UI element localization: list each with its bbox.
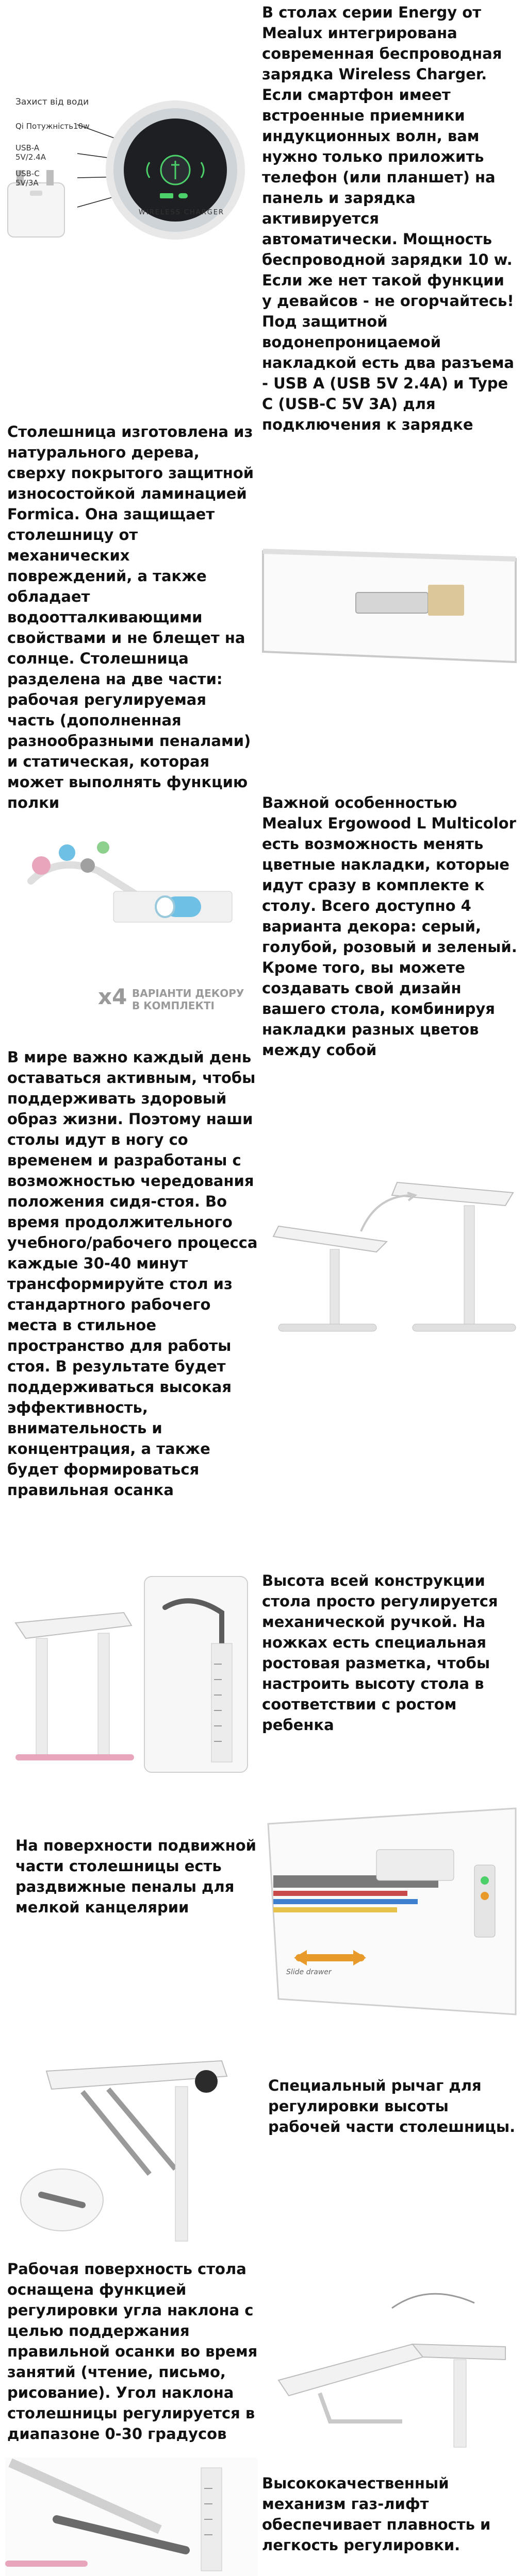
tilt-photo: [258, 2267, 521, 2452]
tabletop-photo: [258, 536, 521, 670]
section-gas-lift: [0, 2458, 526, 2576]
callout-water-protection: Захист від води: [15, 97, 89, 107]
lever-photo: [5, 2040, 258, 2246]
callout-usb-a: [15, 143, 46, 162]
tilt-description: Рабочая поверхность стола оснащена функцией регулировки угла наклона с целью поддержания правильной осанки во время занятий (чтение, письмо, рисование). Угол наклона столешницы регулируется в диапазоне 0-30 градусов: [7, 2260, 258, 2443]
section-decor: [0, 783, 526, 1059]
decor-badge-count: x4: [98, 984, 127, 1009]
section-pencil-case: [0, 1798, 526, 2035]
callout-usb-c-spec: 5V/3A: [15, 178, 39, 188]
decor-badge-line1: ВАРІАНТИ ДЕКОРУ: [132, 987, 244, 999]
callout-qi-power: Qi Потужність10w: [15, 122, 90, 131]
callout-usb-c-label: USB-C: [15, 169, 40, 178]
decor-badge-line2: В КОМПЛЕКТІ: [132, 999, 215, 1012]
pencil-case-photo: [258, 1803, 521, 2020]
charger-description: В столах серии Energy от Mealux интегрирована современная беспроводная зарядка Wireless Charger. Если смартфон имеет встроенные приемники индукционных волн, вам нужно только приложить телефон (или планшет) на панель и зарядка активируется автоматически. Мощность беспроводной зарядки 10 w. Если же нет такой функции у девайсов - не огорчайтесь! Под защитной водонепроницаемой накладкой есть два разъема - USB A (USB 5V 2.4A) и Type C (USB-C 5V 3A) для подключения к зарядке: [262, 4, 514, 433]
gas-lift-photo: [5, 2458, 258, 2576]
height-description: Высота всей конструкции стола просто регулируется механической ручкой. На ножках есть специальная ростовая разметка, чтобы настроить высоту стола в соответствии с ростом ребенка: [262, 1572, 498, 1734]
section-tilt: [0, 2251, 526, 2458]
sit-stand-description: В мире важно каждый день оставаться активным, чтобы поддерживать здоровый образ жизни. Поэтому наши столы идут в ногу со временем и разработаны с возможностью чередования положения сидя-стоя. Во время продолжительного учебного/рабочего процесса каждые 30-40 минут трансформируйте стол из стандартного рабочего места в стильное пространство для работы стоя. В результате будет поддерживаться высокая эффективность, внимательность и концентрация, а также будет формироваться правильная осанка: [7, 1048, 258, 1499]
slide-drawer-label: Slide drawer: [286, 1968, 332, 1976]
section-tabletop: [0, 412, 526, 811]
charger-ring-label: WIRELESS CHARGER: [138, 209, 225, 216]
lever-description: Специальный рычаг для регулировки высоты рабочей части столешницы.: [268, 2077, 516, 2136]
sit-stand-photo: [258, 1164, 521, 1340]
section-height: [0, 1556, 526, 1798]
section-lever: [0, 2035, 526, 2251]
callout-usb-a-spec: 5V/2.4A: [15, 152, 46, 162]
decor-illustration: [10, 824, 253, 979]
charger-illustration: [5, 88, 253, 242]
decor-description: Важной особенностью Mealux Ergowood L Multicolor есть возможность менять цветные накладки, которые идут сразу в комплекте к столу. Всего доступно 4 варианта декора: серый, голубой, розовый и зеленый. Кроме того, вы можете создавать свой дизайн вашего стола, комбинируя накладки разных цветов между собой: [262, 794, 517, 1059]
height-photo: [5, 1571, 258, 1777]
pencil-case-description: На поверхности подвижной части столешницы есть раздвижные пеналы для мелкой канцелярии: [15, 1837, 256, 1916]
gas-lift-description: Высококачественный механизм газ-лифт обеспечивает плавность и легкость регулировки.: [262, 2475, 491, 2554]
tabletop-description: Столешница изготовлена из натурального дерева, сверху покрытого защитной износостойкой ламинацией Formica. Она защищает столешницу от механических повреждений, а также обладает водоотталкивающими свойствами и не блещет на солнце. Столешница разделена на две части: рабочая регулируемая часть (дополненная разнообразными пеналами) и статическая, которая может выполнять функцию полки: [7, 423, 254, 811]
wireless-charger-puck: [106, 100, 245, 240]
section-sit-stand: [0, 1041, 526, 1556]
section-wireless-charger: [0, 0, 526, 433]
callout-usb-c: [15, 169, 40, 188]
callout-usb-a-label: USB-A: [15, 143, 40, 152]
